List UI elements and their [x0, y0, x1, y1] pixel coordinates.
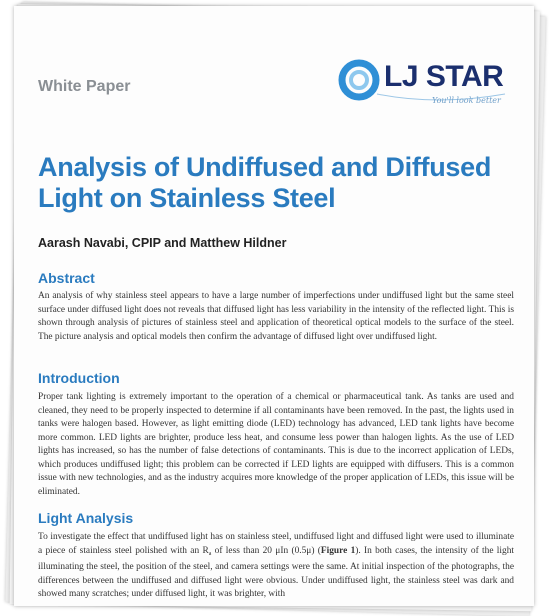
light-analysis-text-mid: of less than 20 μIn (0.5μ) ( [211, 545, 321, 556]
document-type-label: White Paper [38, 78, 131, 95]
roughness-subscript: a [208, 550, 212, 557]
figure-reference: Figure 1 [320, 545, 356, 556]
introduction-text: Proper tank lighting is extremely important to the operation of a chemical or pharmaceutical tank. As tanks are used and cleaned, they need to be properly inspected to determine if all contaminants have been removed. In the past, the lights used in tanks were halogen based. However, as light emitting diode (LED) technology has advanced, LED tank lights have become more common. LED lights are brighter, produce less heat, and consume less power than halogen lights. As the use of LED lights has increased, so has the number of false detections of contaminants. This is due to the incorrect application of LEDs, which produces undiffused light; this problem can be corrected if LED lights are equipped with diffusers. This is a common issue with new technologies, and as the industry acquires more knowledge of the proper application of LEDs, this issue will be eliminated. [38, 392, 514, 497]
document-title: Analysis of Undiffused and Diffused Light on Stainless Steel [38, 152, 492, 213]
light-analysis-text-end: ). In both cases, the intensity of the light illuminating the steel, the position of the steel, and camera settings were the same. At initial inspection of the photographs, the differences between the undiffused and diffused light were obvious. Under undiffused light, the stainless steel was dark and showed many scratches; under diffused light, it was brighter, with [38, 545, 514, 599]
abstract-text: An analysis of why stainless steel appears to have a large number of imperfections under undiffused light but the same steel surface under diffused light does not reveals that diffused light has less variability in the intensity of the reflected light. This is shown through analysis of pictures of stainless steel and application of theoretical optical models to the surface of the steel. The picture analysis and optical models then confirm the advantage of diffused light over undiffused light. [38, 291, 514, 342]
light-analysis-text [38, 531, 514, 602]
brand-tagline: You'll look better [432, 96, 501, 105]
document-authors: Aarash Navabi, CPIP and Matthew Hildner [38, 236, 287, 250]
white-paper-page [14, 6, 534, 606]
brand-name: LJ STAR [384, 60, 504, 93]
introduction-heading: Introduction [38, 370, 120, 386]
light-analysis-text-start: To investigate the effect that undiffused light has on stainless steel, undiffused light and diffused light were used to illuminate a piece of stainless steel polished with an R [38, 532, 514, 556]
light-analysis-heading: Light Analysis [38, 510, 134, 526]
abstract-heading: Abstract [38, 270, 95, 286]
